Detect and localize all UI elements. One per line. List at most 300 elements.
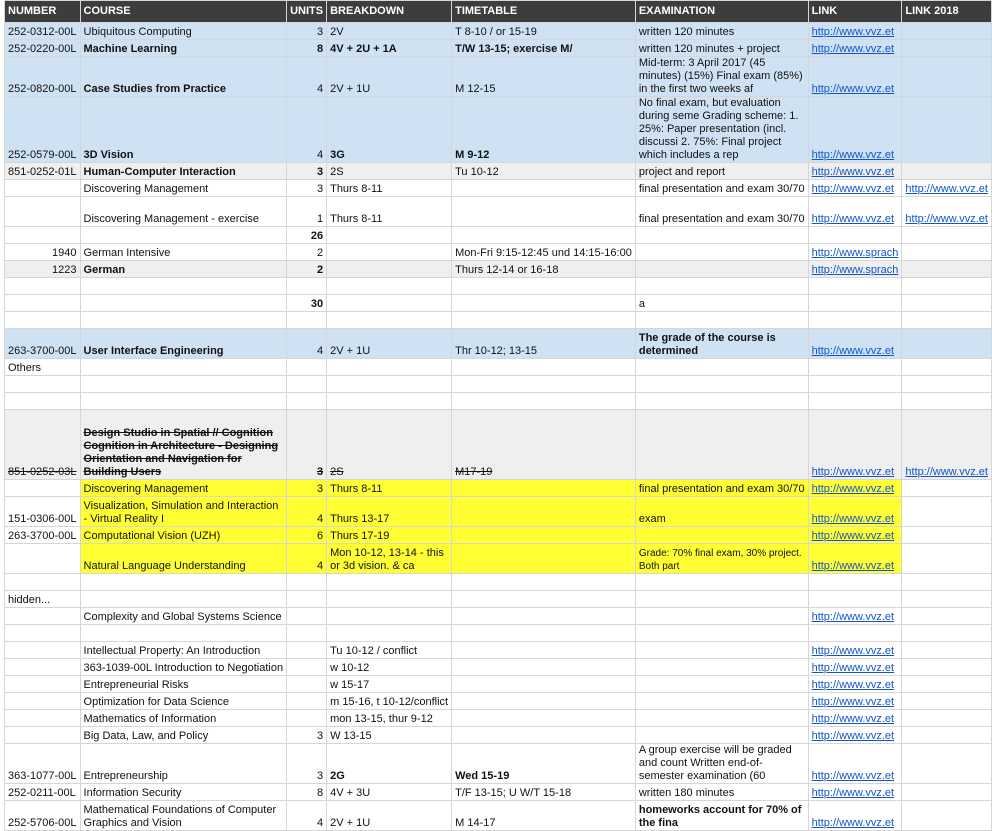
cell-breakdown[interactable]: m 15-16, t 10-12/conflict bbox=[327, 693, 452, 710]
cell-link[interactable] bbox=[808, 312, 902, 329]
cell-timetable[interactable] bbox=[452, 608, 636, 625]
cell-breakdown[interactable] bbox=[327, 393, 452, 410]
cell-link-2018[interactable]: http://www.vvz.et bbox=[902, 180, 992, 197]
cell-timetable[interactable] bbox=[452, 376, 636, 393]
cell-units[interactable]: 4 bbox=[287, 57, 327, 97]
header-units[interactable]: UNITS bbox=[287, 1, 327, 23]
cell-examination[interactable] bbox=[635, 359, 808, 376]
cell-link-2018[interactable] bbox=[902, 574, 992, 591]
cell-breakdown[interactable]: W 13-15 bbox=[327, 727, 452, 744]
cell-link[interactable]: http://www.vvz.et bbox=[808, 497, 902, 527]
cell-timetable[interactable] bbox=[452, 544, 636, 574]
cell-examination[interactable] bbox=[635, 527, 808, 544]
cell-link-2018[interactable] bbox=[902, 608, 992, 625]
cell-timetable[interactable]: T/F 13-15; U W/T 15-18 bbox=[452, 784, 636, 801]
cell-course[interactable]: Intellectual Property: An Introduction bbox=[80, 642, 287, 659]
cell-examination[interactable] bbox=[635, 625, 808, 642]
cell-course[interactable]: Natural Language Understanding bbox=[80, 544, 287, 574]
cell-number[interactable]: 263-3700-00L bbox=[5, 527, 81, 544]
cell-link[interactable]: http://www.vvz.et bbox=[808, 710, 902, 727]
header-link-2018[interactable]: LINK 2018 bbox=[902, 1, 992, 23]
cell-number[interactable] bbox=[5, 197, 81, 227]
cell-course[interactable]: Entrepreneurial Risks bbox=[80, 676, 287, 693]
cell-link-2018[interactable] bbox=[902, 295, 992, 312]
cell-timetable[interactable]: T 8-10 / or 15-19 bbox=[452, 23, 636, 40]
cell-timetable[interactable] bbox=[452, 197, 636, 227]
cell-timetable[interactable] bbox=[452, 278, 636, 295]
cell-examination[interactable]: project and report bbox=[635, 163, 808, 180]
header-number[interactable]: NUMBER bbox=[5, 1, 81, 23]
cell-timetable[interactable]: M 12-15 bbox=[452, 57, 636, 97]
cell-units[interactable]: 3 bbox=[287, 744, 327, 784]
cell-link[interactable]: http://www.vvz.et bbox=[808, 676, 902, 693]
cell-timetable[interactable] bbox=[452, 312, 636, 329]
cell-breakdown[interactable] bbox=[327, 359, 452, 376]
cell-course[interactable]: Optimization for Data Science bbox=[80, 693, 287, 710]
cell-timetable[interactable] bbox=[452, 591, 636, 608]
cell-number[interactable] bbox=[5, 376, 81, 393]
table-row bbox=[5, 710, 992, 727]
cell-units[interactable]: 3 bbox=[287, 727, 327, 744]
cell-breakdown[interactable] bbox=[327, 295, 452, 312]
cell-examination[interactable]: written 120 minutes + project bbox=[635, 40, 808, 57]
cell-timetable[interactable] bbox=[452, 393, 636, 410]
cell-number[interactable] bbox=[5, 642, 81, 659]
cell-link[interactable] bbox=[808, 393, 902, 410]
cell-link-2018[interactable] bbox=[902, 97, 992, 163]
cell-examination[interactable] bbox=[635, 710, 808, 727]
cell-timetable[interactable]: Tu 10-12 bbox=[452, 163, 636, 180]
cell-timetable[interactable] bbox=[452, 710, 636, 727]
cell-examination[interactable]: written 180 minutes bbox=[635, 784, 808, 801]
cell-breakdown[interactable] bbox=[327, 312, 452, 329]
cell-link[interactable] bbox=[808, 376, 902, 393]
cell-units[interactable]: 3 bbox=[287, 410, 327, 480]
cell-units[interactable] bbox=[287, 574, 327, 591]
cell-timetable[interactable] bbox=[452, 574, 636, 591]
cell-link-2018[interactable] bbox=[902, 359, 992, 376]
cell-examination[interactable]: No final exam, but evaluation during seme Grading scheme: 1. 25%: Paper presentation (incl. discussi 2. 75%: Final project which includes a rep bbox=[635, 97, 808, 163]
cell-number[interactable]: 851-0252-03L bbox=[5, 410, 81, 480]
cell-timetable[interactable] bbox=[452, 676, 636, 693]
cell-examination[interactable] bbox=[635, 376, 808, 393]
cell-number[interactable] bbox=[5, 480, 81, 497]
cell-course[interactable]: Mathematical Foundations of Computer Graphics and Vision bbox=[80, 801, 287, 831]
cell-timetable[interactable]: Mon-Fri 9:15-12:45 und 14:15-16:00 bbox=[452, 244, 636, 261]
cell-units[interactable]: 4 bbox=[287, 329, 327, 359]
cell-breakdown[interactable] bbox=[327, 244, 452, 261]
cell-examination[interactable]: Grade: 70% final exam, 30% project. Both part bbox=[635, 544, 808, 574]
cell-breakdown[interactable]: 3G bbox=[327, 97, 452, 163]
cell-breakdown[interactable] bbox=[327, 261, 452, 278]
cell-examination[interactable] bbox=[635, 227, 808, 244]
cell-breakdown[interactable]: Thurs 8-11 bbox=[327, 197, 452, 227]
cell-link[interactable]: http://www.vvz.et bbox=[808, 197, 902, 227]
cell-link[interactable] bbox=[808, 227, 902, 244]
cell-units[interactable]: 6 bbox=[287, 527, 327, 544]
cell-timetable[interactable] bbox=[452, 642, 636, 659]
cell-examination[interactable]: written 120 minutes bbox=[635, 23, 808, 40]
cell-course[interactable] bbox=[80, 393, 287, 410]
cell-course[interactable] bbox=[80, 295, 287, 312]
cell-link-2018[interactable]: http://www.vvz.et bbox=[902, 410, 992, 480]
cell-course[interactable]: 363-1039-00L Introduction to Negotiation bbox=[80, 659, 287, 676]
cell-breakdown[interactable]: 2S bbox=[327, 410, 452, 480]
cell-course[interactable]: Discovering Management bbox=[80, 180, 287, 197]
cell-link[interactable]: http://www.vvz.et bbox=[808, 801, 902, 831]
cell-link[interactable]: http://www.vvz.et bbox=[808, 727, 902, 744]
cell-units[interactable] bbox=[287, 278, 327, 295]
cell-examination[interactable] bbox=[635, 244, 808, 261]
cell-examination[interactable] bbox=[635, 312, 808, 329]
cell-units[interactable] bbox=[287, 693, 327, 710]
cell-units[interactable]: 30 bbox=[287, 295, 327, 312]
cell-number[interactable]: 252-0220-00L bbox=[5, 40, 81, 57]
cell-timetable[interactable] bbox=[452, 480, 636, 497]
cell-course[interactable]: Visualization, Simulation and Interaction - Virtual Reality I bbox=[80, 497, 287, 527]
cell-link[interactable] bbox=[808, 591, 902, 608]
cell-link-2018[interactable] bbox=[902, 393, 992, 410]
cell-breakdown[interactable]: 2G bbox=[327, 744, 452, 784]
cell-number[interactable] bbox=[5, 180, 81, 197]
cell-units[interactable]: 4 bbox=[287, 544, 327, 574]
cell-number[interactable]: 252-0579-00L bbox=[5, 97, 81, 163]
cell-number[interactable] bbox=[5, 295, 81, 312]
cell-link[interactable]: http://www.vvz.et bbox=[808, 329, 902, 359]
table-row bbox=[5, 744, 992, 784]
cell-units[interactable] bbox=[287, 676, 327, 693]
cell-units[interactable]: 2 bbox=[287, 261, 327, 278]
cell-examination[interactable] bbox=[635, 676, 808, 693]
cell-examination[interactable] bbox=[635, 393, 808, 410]
cell-course[interactable]: Machine Learning bbox=[80, 40, 287, 57]
cell-course[interactable]: German bbox=[80, 261, 287, 278]
cell-breakdown[interactable]: mon 13-15, thur 9-12 bbox=[327, 710, 452, 727]
cell-course[interactable]: Case Studies from Practice bbox=[80, 57, 287, 97]
cell-number[interactable]: 252-5706-00L bbox=[5, 801, 81, 831]
cell-link[interactable]: http://www.vvz.et bbox=[808, 163, 902, 180]
cell-link-2018[interactable] bbox=[902, 744, 992, 784]
cell-link[interactable]: http://www.vvz.et bbox=[808, 410, 902, 480]
cell-course[interactable] bbox=[80, 591, 287, 608]
cell-course[interactable]: Ubiquitous Computing bbox=[80, 23, 287, 40]
cell-link-2018[interactable] bbox=[902, 261, 992, 278]
cell-number[interactable] bbox=[5, 227, 81, 244]
cell-units[interactable]: 4 bbox=[287, 497, 327, 527]
cell-breakdown[interactable]: 2S bbox=[327, 163, 452, 180]
cell-link-2018[interactable] bbox=[902, 544, 992, 574]
cell-number[interactable]: 1940 bbox=[5, 244, 81, 261]
cell-number[interactable] bbox=[5, 312, 81, 329]
cell-link[interactable]: http://www.vvz.et bbox=[808, 97, 902, 163]
cell-timetable[interactable]: T/W 13-15; exercise M/ bbox=[452, 40, 636, 57]
cell-course[interactable] bbox=[80, 359, 287, 376]
cell-link[interactable] bbox=[808, 278, 902, 295]
header-link[interactable]: LINK bbox=[808, 1, 902, 23]
cell-link[interactable]: http://www.vvz.et bbox=[808, 23, 902, 40]
cell-number[interactable] bbox=[5, 278, 81, 295]
cell-units[interactable]: 8 bbox=[287, 784, 327, 801]
cell-number[interactable] bbox=[5, 676, 81, 693]
table-row bbox=[5, 676, 992, 693]
cell-number[interactable]: 363-1077-00L bbox=[5, 744, 81, 784]
cell-breakdown[interactable]: w 10-12 bbox=[327, 659, 452, 676]
cell-units[interactable]: 4 bbox=[287, 97, 327, 163]
cell-examination[interactable]: a bbox=[635, 295, 808, 312]
cell-breakdown[interactable]: 4V + 3U bbox=[327, 784, 452, 801]
cell-course[interactable]: Big Data, Law, and Policy bbox=[80, 727, 287, 744]
cell-link[interactable] bbox=[808, 359, 902, 376]
cell-timetable[interactable] bbox=[452, 693, 636, 710]
cell-breakdown[interactable]: 2V bbox=[327, 23, 452, 40]
cell-link-2018[interactable] bbox=[902, 480, 992, 497]
cell-breakdown[interactable]: Mon 10-12, 13-14 - this or 3d vision. & ca bbox=[327, 544, 452, 574]
cell-breakdown[interactable]: 2V + 1U bbox=[327, 329, 452, 359]
cell-link-2018[interactable] bbox=[902, 227, 992, 244]
cell-number[interactable] bbox=[5, 659, 81, 676]
cell-units[interactable] bbox=[287, 359, 327, 376]
table-row bbox=[5, 180, 992, 197]
cell-timetable[interactable]: Wed 15-19 bbox=[452, 744, 636, 784]
cell-breakdown[interactable] bbox=[327, 227, 452, 244]
cell-breakdown[interactable] bbox=[327, 625, 452, 642]
cell-units[interactable]: 3 bbox=[287, 180, 327, 197]
cell-course[interactable]: Entrepreneurship bbox=[80, 744, 287, 784]
cell-link[interactable]: http://www.vvz.et bbox=[808, 693, 902, 710]
cell-units[interactable] bbox=[287, 312, 327, 329]
cell-number[interactable] bbox=[5, 608, 81, 625]
cell-units[interactable]: 26 bbox=[287, 227, 327, 244]
cell-link-2018[interactable] bbox=[902, 376, 992, 393]
cell-breakdown[interactable] bbox=[327, 608, 452, 625]
cell-examination[interactable]: final presentation and exam 30/70 bbox=[635, 180, 808, 197]
cell-examination[interactable]: A group exercise will be graded and count Written end-of-semester examination (60 bbox=[635, 744, 808, 784]
cell-link[interactable]: http://www.sprach bbox=[808, 244, 902, 261]
cell-breakdown[interactable]: Thurs 17-19 bbox=[327, 527, 452, 544]
cell-number[interactable]: 252-0820-00L bbox=[5, 57, 81, 97]
cell-number[interactable] bbox=[5, 727, 81, 744]
cell-timetable[interactable]: M 14-17 bbox=[452, 801, 636, 831]
cell-examination[interactable] bbox=[635, 410, 808, 480]
cell-breakdown[interactable]: 2V + 1U bbox=[327, 801, 452, 831]
cell-number[interactable]: 263-3700-00L bbox=[5, 329, 81, 359]
cell-link[interactable]: http://www.vvz.et bbox=[808, 480, 902, 497]
cell-link-2018[interactable] bbox=[902, 642, 992, 659]
cell-link-2018[interactable] bbox=[902, 312, 992, 329]
cell-units[interactable] bbox=[287, 710, 327, 727]
cell-link[interactable]: http://www.vvz.et bbox=[808, 642, 902, 659]
cell-units[interactable]: 2 bbox=[287, 244, 327, 261]
cell-timetable[interactable] bbox=[452, 727, 636, 744]
cell-number[interactable] bbox=[5, 574, 81, 591]
cell-examination[interactable] bbox=[635, 261, 808, 278]
cell-link-2018[interactable] bbox=[902, 244, 992, 261]
cell-number[interactable] bbox=[5, 710, 81, 727]
cell-timetable[interactable] bbox=[452, 625, 636, 642]
cell-units[interactable]: 3 bbox=[287, 23, 327, 40]
cell-link[interactable]: http://www.vvz.et bbox=[808, 608, 902, 625]
cell-breakdown[interactable]: Thurs 8-11 bbox=[327, 480, 452, 497]
cell-link-2018[interactable] bbox=[902, 163, 992, 180]
table-row bbox=[5, 591, 992, 608]
cell-number[interactable]: 151-0306-00L bbox=[5, 497, 81, 527]
cell-breakdown[interactable] bbox=[327, 591, 452, 608]
cell-course[interactable]: Human-Computer Interaction bbox=[80, 163, 287, 180]
cell-breakdown[interactable]: Thurs 8-11 bbox=[327, 180, 452, 197]
cell-course[interactable]: 3D Vision bbox=[80, 97, 287, 163]
cell-breakdown[interactable]: 2V + 1U bbox=[327, 57, 452, 97]
header-examination[interactable]: EXAMINATION bbox=[635, 1, 808, 23]
cell-link-2018[interactable] bbox=[902, 710, 992, 727]
table-row bbox=[5, 727, 992, 744]
cell-link[interactable]: http://www.sprach bbox=[808, 261, 902, 278]
cell-units[interactable]: 4 bbox=[287, 801, 327, 831]
cell-timetable[interactable] bbox=[452, 497, 636, 527]
header-breakdown[interactable]: BREAKDOWN bbox=[327, 1, 452, 23]
cell-timetable[interactable] bbox=[452, 359, 636, 376]
cell-link[interactable]: http://www.vvz.et bbox=[808, 180, 902, 197]
cell-link-2018[interactable] bbox=[902, 278, 992, 295]
cell-examination[interactable]: final presentation and exam 30/70 bbox=[635, 480, 808, 497]
cell-course[interactable]: User Interface Engineering bbox=[80, 329, 287, 359]
cell-units[interactable]: 3 bbox=[287, 163, 327, 180]
cell-course[interactable]: Computational Vision (UZH) bbox=[80, 527, 287, 544]
cell-number[interactable]: 851-0252-01L bbox=[5, 163, 81, 180]
cell-course[interactable] bbox=[80, 227, 287, 244]
cell-units[interactable] bbox=[287, 625, 327, 642]
cell-course[interactable]: Complexity and Global Systems Science bbox=[80, 608, 287, 625]
cell-course[interactable] bbox=[80, 625, 287, 642]
cell-link-2018[interactable]: http://www.vvz.et bbox=[902, 197, 992, 227]
cell-course[interactable] bbox=[80, 376, 287, 393]
cell-units[interactable]: 8 bbox=[287, 40, 327, 57]
cell-timetable[interactable]: Thurs 12-14 or 16-18 bbox=[452, 261, 636, 278]
cell-link-2018[interactable] bbox=[902, 784, 992, 801]
cell-timetable[interactable] bbox=[452, 527, 636, 544]
table-row bbox=[5, 693, 992, 710]
cell-examination[interactable]: exam bbox=[635, 497, 808, 527]
cell-link-2018[interactable] bbox=[902, 527, 992, 544]
cell-examination[interactable] bbox=[635, 693, 808, 710]
cell-timetable[interactable]: M17-19 bbox=[452, 410, 636, 480]
cell-timetable[interactable]: M 9-12 bbox=[452, 97, 636, 163]
cell-link[interactable]: http://www.vvz.et bbox=[808, 744, 902, 784]
table-row bbox=[5, 497, 992, 527]
cell-examination[interactable] bbox=[635, 642, 808, 659]
cell-breakdown[interactable]: Thurs 13-17 bbox=[327, 497, 452, 527]
cell-link[interactable] bbox=[808, 574, 902, 591]
table-row bbox=[5, 57, 992, 97]
cell-course[interactable] bbox=[80, 278, 287, 295]
cell-timetable[interactable] bbox=[452, 659, 636, 676]
cell-timetable[interactable]: Thr 10-12; 13-15 bbox=[452, 329, 636, 359]
cell-link-2018[interactable] bbox=[902, 801, 992, 831]
cell-number[interactable]: Others bbox=[5, 359, 81, 376]
cell-breakdown[interactable]: Tu 10-12 / conflict bbox=[327, 642, 452, 659]
cell-timetable[interactable] bbox=[452, 180, 636, 197]
cell-examination[interactable] bbox=[635, 659, 808, 676]
cell-units[interactable] bbox=[287, 591, 327, 608]
cell-examination[interactable]: final presentation and exam 30/70 bbox=[635, 197, 808, 227]
cell-course[interactable]: Design Studio in Spatial // Cognition Cognition in Architecture - Designing Orientation and Navigation for Building Users bbox=[80, 410, 287, 480]
cell-units[interactable] bbox=[287, 608, 327, 625]
cell-course[interactable]: Discovering Management - exercise bbox=[80, 197, 287, 227]
cell-examination[interactable]: The grade of the course is determined bbox=[635, 329, 808, 359]
cell-examination[interactable]: Mid-term: 3 April 2017 (45 minutes) (15%) Final exam (85%) in the first two weeks af bbox=[635, 57, 808, 97]
cell-units[interactable] bbox=[287, 393, 327, 410]
cell-units[interactable]: 3 bbox=[287, 480, 327, 497]
cell-examination[interactable] bbox=[635, 278, 808, 295]
cell-link[interactable]: http://www.vvz.et bbox=[808, 57, 902, 97]
cell-number[interactable] bbox=[5, 625, 81, 642]
cell-units[interactable] bbox=[287, 659, 327, 676]
cell-link[interactable]: http://www.vvz.et bbox=[808, 527, 902, 544]
cell-link-2018[interactable] bbox=[902, 329, 992, 359]
cell-course[interactable]: German Intensive bbox=[80, 244, 287, 261]
cell-course[interactable]: Information Security bbox=[80, 784, 287, 801]
cell-link-2018[interactable] bbox=[902, 57, 992, 97]
cell-link[interactable]: http://www.vvz.et bbox=[808, 784, 902, 801]
cell-link[interactable] bbox=[808, 625, 902, 642]
cell-examination[interactable]: homeworks account for 70% of the fina bbox=[635, 801, 808, 831]
cell-number[interactable] bbox=[5, 693, 81, 710]
table-row bbox=[5, 625, 992, 642]
cell-units[interactable] bbox=[287, 642, 327, 659]
cell-number[interactable]: 252-0211-00L bbox=[5, 784, 81, 801]
cell-link-2018[interactable] bbox=[902, 23, 992, 40]
cell-number[interactable] bbox=[5, 544, 81, 574]
cell-link[interactable]: http://www.vvz.et bbox=[808, 544, 902, 574]
cell-link[interactable]: http://www.vvz.et bbox=[808, 659, 902, 676]
cell-breakdown[interactable] bbox=[327, 376, 452, 393]
table-row bbox=[5, 163, 992, 180]
cell-link-2018[interactable] bbox=[902, 676, 992, 693]
cell-link[interactable] bbox=[808, 295, 902, 312]
cell-units[interactable] bbox=[287, 376, 327, 393]
cell-course[interactable]: Discovering Management bbox=[80, 480, 287, 497]
cell-examination[interactable] bbox=[635, 574, 808, 591]
cell-course[interactable] bbox=[80, 574, 287, 591]
table-row bbox=[5, 23, 992, 40]
cell-link-2018[interactable] bbox=[902, 693, 992, 710]
cell-course[interactable] bbox=[80, 312, 287, 329]
cell-breakdown[interactable] bbox=[327, 278, 452, 295]
header-course[interactable]: COURSE bbox=[80, 1, 287, 23]
cell-breakdown[interactable]: 4V + 2U + 1A bbox=[327, 40, 452, 57]
cell-link-2018[interactable] bbox=[902, 497, 992, 527]
cell-number[interactable] bbox=[5, 393, 81, 410]
header-timetable[interactable]: TIMETABLE bbox=[452, 1, 636, 23]
cell-examination[interactable] bbox=[635, 608, 808, 625]
cell-link-2018[interactable] bbox=[902, 659, 992, 676]
cell-link-2018[interactable] bbox=[902, 727, 992, 744]
cell-examination[interactable] bbox=[635, 727, 808, 744]
cell-link-2018[interactable] bbox=[902, 625, 992, 642]
cell-number[interactable]: 252-0312-00L bbox=[5, 23, 81, 40]
cell-link-2018[interactable] bbox=[902, 40, 992, 57]
cell-link-2018[interactable] bbox=[902, 591, 992, 608]
cell-link[interactable]: http://www.vvz.et bbox=[808, 40, 902, 57]
cell-course[interactable]: Mathematics of Information bbox=[80, 710, 287, 727]
cell-examination[interactable] bbox=[635, 591, 808, 608]
cell-breakdown[interactable] bbox=[327, 574, 452, 591]
cell-timetable[interactable] bbox=[452, 295, 636, 312]
cell-number[interactable]: 1223 bbox=[5, 261, 81, 278]
cell-number[interactable]: hidden... bbox=[5, 591, 81, 608]
cell-breakdown[interactable]: w 15-17 bbox=[327, 676, 452, 693]
cell-units[interactable]: 1 bbox=[287, 197, 327, 227]
cell-timetable[interactable] bbox=[452, 227, 636, 244]
